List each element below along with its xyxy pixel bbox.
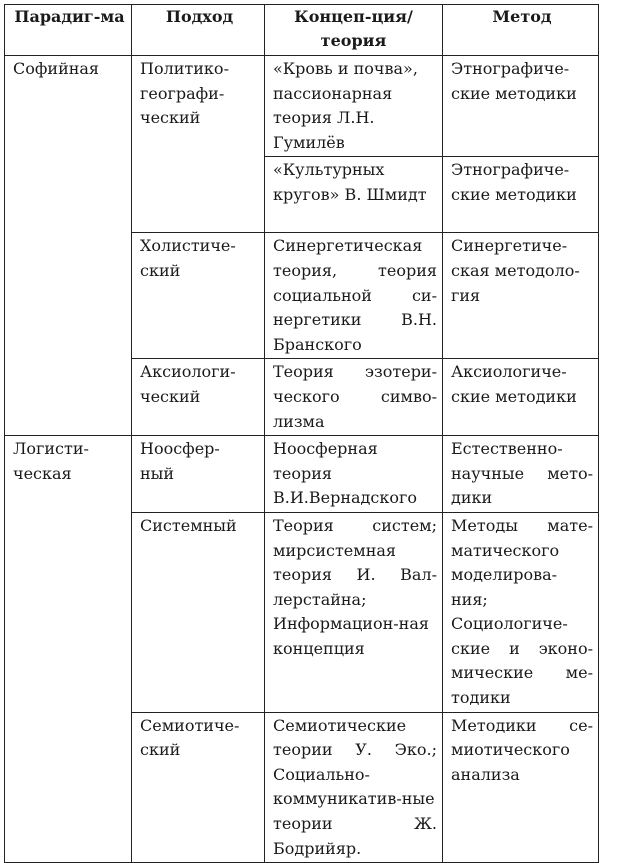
header-concept: Концеп-ция/теория [265, 5, 443, 56]
table-row [5, 56, 599, 157]
method-cell: Этнографиче-ские методики [443, 56, 599, 157]
method-cell: Синергетиче-ская методоло-гия [443, 233, 599, 359]
method-cell: Методы мате-матического моделирова-ния; Социологиче-ские и эконо-мические ме-тодики [443, 512, 599, 712]
header-approach: Подход [132, 5, 265, 56]
approach-cell-axiological: Аксиологи-ческий [132, 359, 265, 436]
concept-cell: «Кровь и почва», пассионарная теория Л.Н. Гумилёв [265, 56, 443, 157]
approach-cell-holistic: Холистиче-ский [132, 233, 265, 359]
concept-cell: Теория эзотери-ческого симво-лизма [265, 359, 443, 436]
concept-cell: Синергетическая теория, теория социальной си-нергетики В.Н. Бранского [265, 233, 443, 359]
approach-cell-political-geo: Политико-географи-ческий [132, 56, 265, 233]
method-cell: Аксиологиче-ские методики [443, 359, 599, 436]
approach-cell-noosphere: Ноосфер-ный [132, 436, 265, 513]
approach-cell-semiotic: Семиотиче-ский [132, 712, 265, 863]
header-method: Метод [443, 5, 599, 56]
concept-cell: Теория систем; мирсистемная теория И. Вал-лерстайна; Информацион-ная концепция [265, 512, 443, 712]
paradigm-cell-sophian: Софийная [5, 56, 132, 436]
method-cell: Методики се-миотического анализа [443, 712, 599, 863]
concept-cell: «Культурных кругов» В. Шмидт [265, 157, 443, 233]
concept-cell: Семиотические теории У. Эко.; Социально-коммуникатив-ные теории Ж. Бодрийяр. [265, 712, 443, 863]
approach-cell-systemic: Системный [132, 512, 265, 712]
table-row [5, 436, 599, 513]
method-cell: Этнографиче-ские методики [443, 157, 599, 233]
method-cell: Естественно-научные мето-дики [443, 436, 599, 513]
table-header-row [5, 5, 599, 56]
header-paradigm: Парадиг-ма [5, 5, 132, 56]
paradigm-cell-logistic: Логисти-ческая [5, 436, 132, 863]
paradigm-table [4, 4, 599, 863]
concept-cell: Ноосферная теория В.И.Вернадского [265, 436, 443, 513]
